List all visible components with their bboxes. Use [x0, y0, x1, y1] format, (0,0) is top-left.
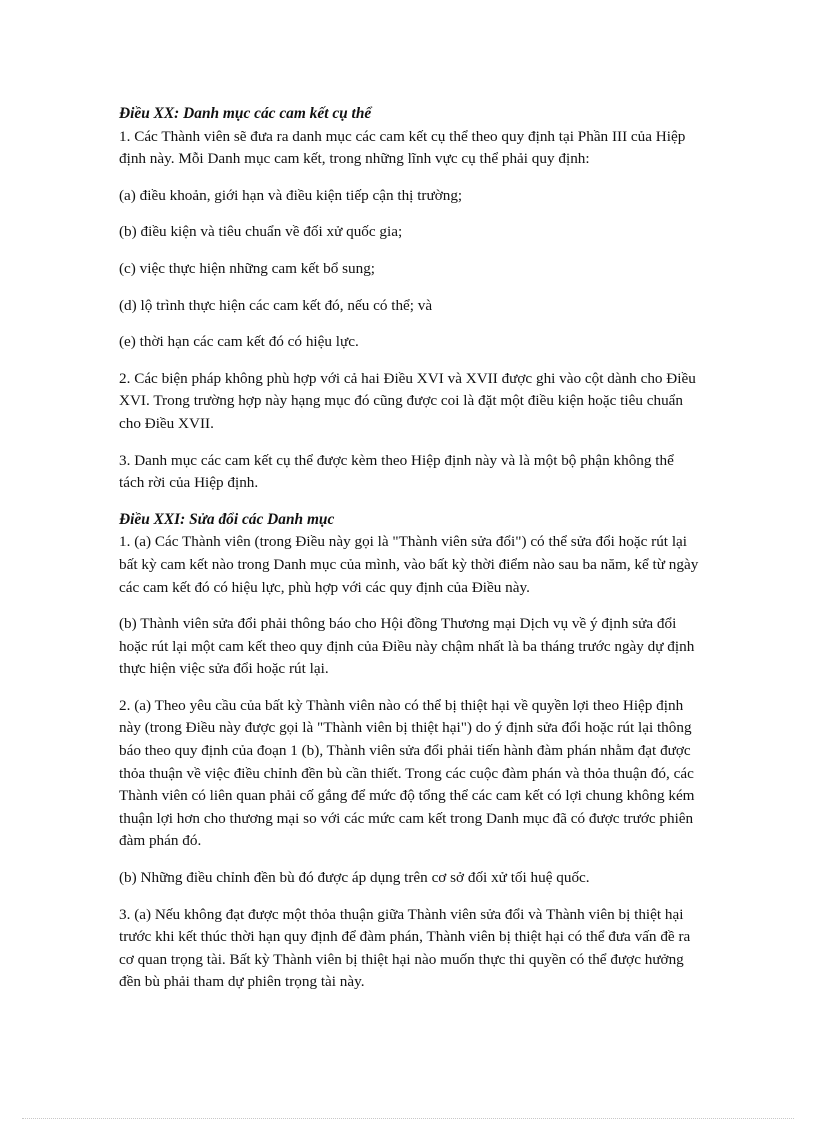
article-20-paragraph-3: 3. Danh mục các cam kết cụ thể được kèm theo Hiệp định này và là một bộ phận không thể tách rời của Hiệp định.	[119, 451, 674, 492]
article-21-paragraph-3a: 3. (a) Nếu không đạt được một thỏa thuận giữa Thành viên sửa đổi và Thành viên bị thiệt hại trước khi kết thúc thời hạn quy định để đàm phán, Thành viên bị thiệt hại có thể đưa vấn đề ra cơ quan trọng tài. Bất kỳ Thành viên bị thiệt hại nào muốn thực thi quyền có thể được hưởng đền bù phải tham dự phiên trọng tài này.	[119, 905, 691, 991]
article-21-paragraph-1a: 1. (a) Các Thành viên (trong Điều này gọi là "Thành viên sửa đổi") có thể sửa đổi hoặc rút lại bất kỳ cam kết nào trong Danh mục của mình, vào bất kỳ thời điểm nào sau ba năm, kể từ ngày các cam kết đó có hiệu lực, phù hợp với các quy định của Điều này.	[119, 533, 699, 596]
article-20-item-c: (c) việc thực hiện những cam kết bổ sung;	[119, 259, 376, 277]
document-body	[119, 103, 699, 1008]
article-20-paragraph-1: 1. Các Thành viên sẽ đưa ra danh mục các cam kết cụ thể theo quy định tại Phần III của Hiệp định này. Mỗi Danh mục cam kết, trong những lĩnh vực cụ thể phải quy định:	[119, 127, 686, 168]
page-bottom-divider	[22, 1118, 794, 1119]
article-20-heading: Điều XX: Danh mục các cam kết cụ thể	[119, 105, 372, 122]
article-21-paragraph-2a: 2. (a) Theo yêu cầu của bất kỳ Thành viên nào có thể bị thiệt hại về quyền lợi theo Hiệp định này (trong Điều này được gọi là "Thành viên bị thiệt hại") do ý định sửa đổi hoặc rút lại thông báo theo quy định của đoạn 1 (b), Thành viên sửa đổi phải tiến hành đàm phán nhằm đạt được thỏa thuận về việc điều chỉnh đền bù cần thiết. Trong các cuộc đàm phán và thỏa thuận đó, các Thành viên có liên quan phải cố gắng để mức độ tổng thể các cam kết có lợi chung không kém thuận lợi hơn cho thương mại so với các mức cam kết trong Danh mục đã có được trước phiên đàm phán đó.	[119, 696, 695, 850]
article-20-item-b: (b) điều kiện và tiêu chuẩn về đối xử quốc gia;	[119, 223, 403, 241]
article-20-item-a: (a) điều khoản, giới hạn và điều kiện tiếp cận thị trường;	[119, 186, 463, 204]
article-21-heading: Điều XXI: Sửa đổi các Danh mục	[119, 510, 335, 528]
article-20-item-d: (d) lộ trình thực hiện các cam kết đó, nếu có thể; và	[119, 296, 433, 314]
article-21-paragraph-2b: (b) Những điều chỉnh đền bù đó được áp dụng trên cơ sở đối xử tối huệ quốc.	[119, 869, 590, 887]
article-20-item-e: (e) thời hạn các cam kết đó có hiệu lực.	[119, 333, 359, 351]
article-21-paragraph-1b: (b) Thành viên sửa đổi phải thông báo cho Hội đồng Thương mại Dịch vụ về ý định sửa đổi hoặc rút lại một cam kết theo quy định của Điều này chậm nhất là ba tháng trước ngày dự định thực hiện việc sửa đổi hoặc rút lại.	[119, 615, 695, 678]
article-20-paragraph-2: 2. Các biện pháp không phù hợp với cả hai Điều XVI và XVII được ghi vào cột dành cho Điều XVI. Trong trường hợp này hạng mục đó cũng được coi là đặt một điều kiện hoặc tiêu chuẩn cho Điều XVII.	[119, 369, 696, 432]
